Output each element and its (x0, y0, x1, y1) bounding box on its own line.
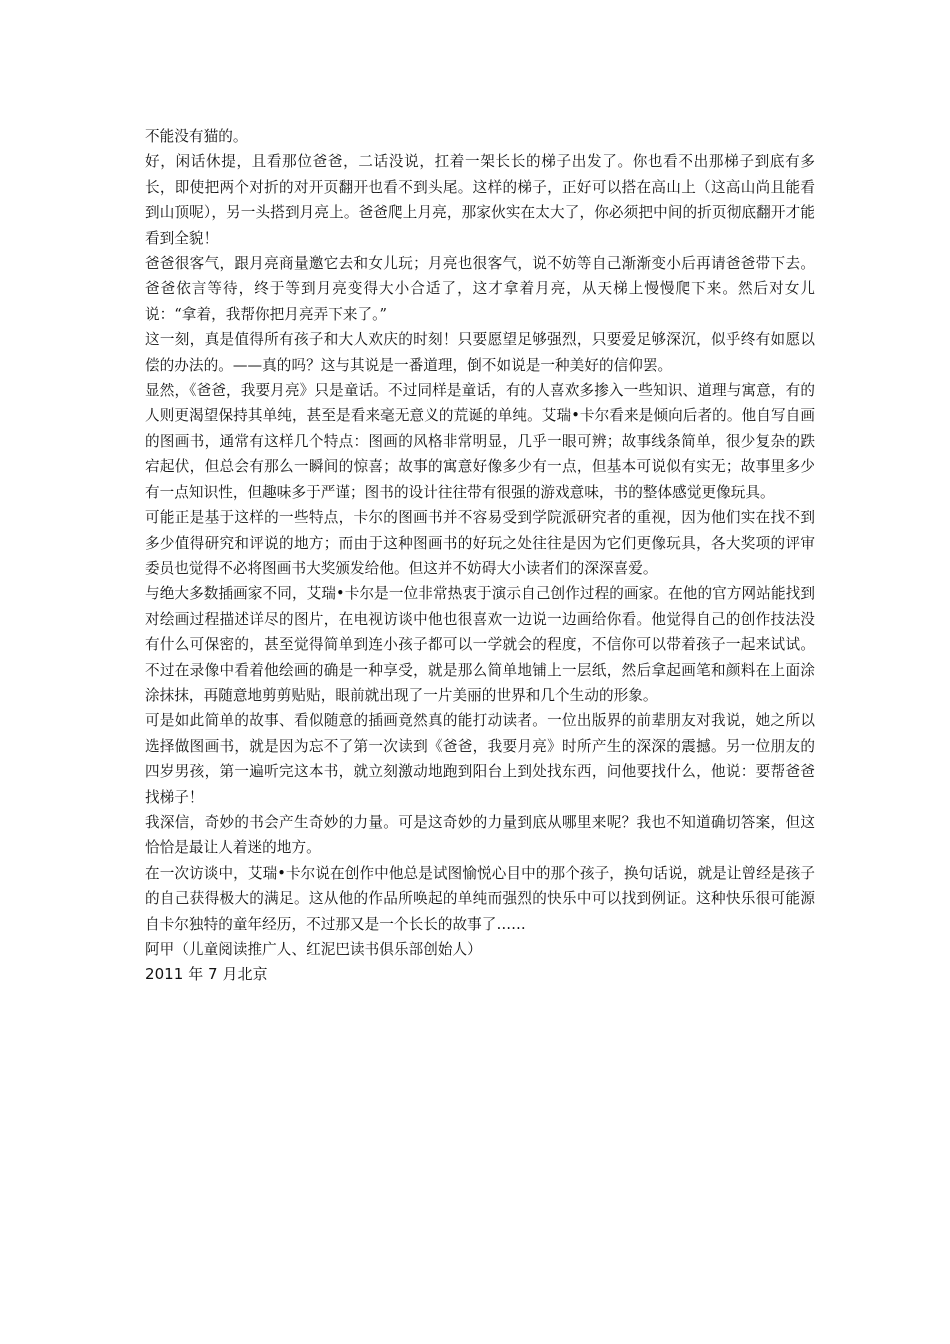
author-signature: 阿甲（儿童阅读推广人、红泥巴读书俱乐部创始人） (145, 941, 482, 958)
paragraph: 在一次访谈中，艾瑞•卡尔说在创作中他总是试图愉悦心目中的那个孩子，换句话说，就是让曾经是孩子的自己获得极大的满足。这从他的作品所唤起的单纯而强烈的快乐中可以找到例证。这种快乐很可能源自卡尔独特的童年经历，不过那又是一个长长的故事了…… (145, 864, 815, 933)
paragraph: 可是如此简单的故事、看似随意的插画竟然真的能打动读者。一位出版界的前辈朋友对我说，她之所以选择做图画书，就是因为忘不了第一次读到《爸爸，我要月亮》时所产生的深深的震撼。另一位朋友的四岁男孩，第一遍听完这本书，就立刻激动地跑到阳台上到处找东西，问他要找什么，他说：要帮爸爸找梯子！ (145, 712, 815, 806)
date-line: 2011 年 7 月北京 (145, 965, 268, 984)
paragraph: 这一刻，真是值得所有孩子和大人欢庆的时刻！只要愿望足够强烈，只要爱足够深沉，似乎终有如愿以偿的办法的。——真的吗？这与其说是一番道理，倒不如说是一种美好的信仰罢。 (145, 331, 815, 374)
paragraph: 爸爸很客气，跟月亮商量邀它去和女儿玩；月亮也很客气，说不妨等自己渐渐变小后再请爸爸带下去。爸爸依言等待，终于等到月亮变得大小合适了，这才拿着月亮，从天梯上慢慢爬下来。然后对女儿说：“拿着，我帮你把月亮弄下来了。” (145, 255, 815, 323)
paragraph: 我深信，奇妙的书会产生奇妙的力量。可是这奇妙的力量到底从哪里来呢？我也不知道确切答案，但这恰恰是最让人着迷的地方。 (145, 813, 815, 857)
paragraph: 可能正是基于这样的一些特点，卡尔的图画书并不容易受到学院派研究者的重视，因为他们实在找不到多少值得研究和评说的地方；而由于这种图画书的好玩之处往往是因为它们更像玩具，各大奖项的评审委员也觉得不必将图画书大奖颁发给他。但这并不妨碍大小读者们的深深喜爱。 (145, 509, 815, 577)
paragraph: 好，闲话休提，且看那位爸爸，二话没说，扛着一架长长的梯子出发了。你也看不出那梯子到底有多长，即使把两个对折的对开页翻开也看不到头尾。这样的梯子，正好可以搭在高山上（这高山尚且能看到山顶呢），另一头搭到月亮上。爸爸爬上月亮，那家伙实在太大了，你必须把中间的折页彻底翻开才能看到全貌！ (145, 153, 815, 247)
paragraph: 与绝大多数插画家不同，艾瑞•卡尔是一位非常热衷于演示自己创作过程的画家。在他的官方网站能找到对绘画过程描述详尽的图片，在电视访谈中他也很喜欢一边说一边画给你看。他觉得自己的创作技法没有什么可保密的，甚至觉得简单到连小孩子都可以一学就会的程度，不信你可以带着孩子一起来试试。不过在录像中看着他绘画的确是一种享受，就是那么简单地铺上一层纸，然后拿起画笔和颜料在上面涂涂抹抹，再随意地剪剪贴贴，眼前就出现了一片美丽的世界和几个生动的形象。 (145, 585, 815, 704)
document-page (145, 124, 815, 988)
paragraph: 不能没有猫的。 (145, 128, 248, 145)
paragraph: 显然，《爸爸，我要月亮》只是童话。不过同样是童话，有的人喜欢多掺入一些知识、道理与寓意，有的人则更渴望保持其单纯，甚至是看来毫无意义的荒诞的单纯。艾瑞•卡尔看来是倾向后者的。他自写自画的图画书，通常有这样几个特点：图画的风格非常明显，几乎一眼可辨；故事线条简单，很少复杂的跌宕起伏，但总会有那么一瞬间的惊喜；故事的寓意好像多少有一点，但基本可说似有实无；故事里多少有一点知识性，但趣味多于严谨；图书的设计往往带有很强的游戏意味，书的整体感觉更像玩具。 (145, 382, 815, 501)
